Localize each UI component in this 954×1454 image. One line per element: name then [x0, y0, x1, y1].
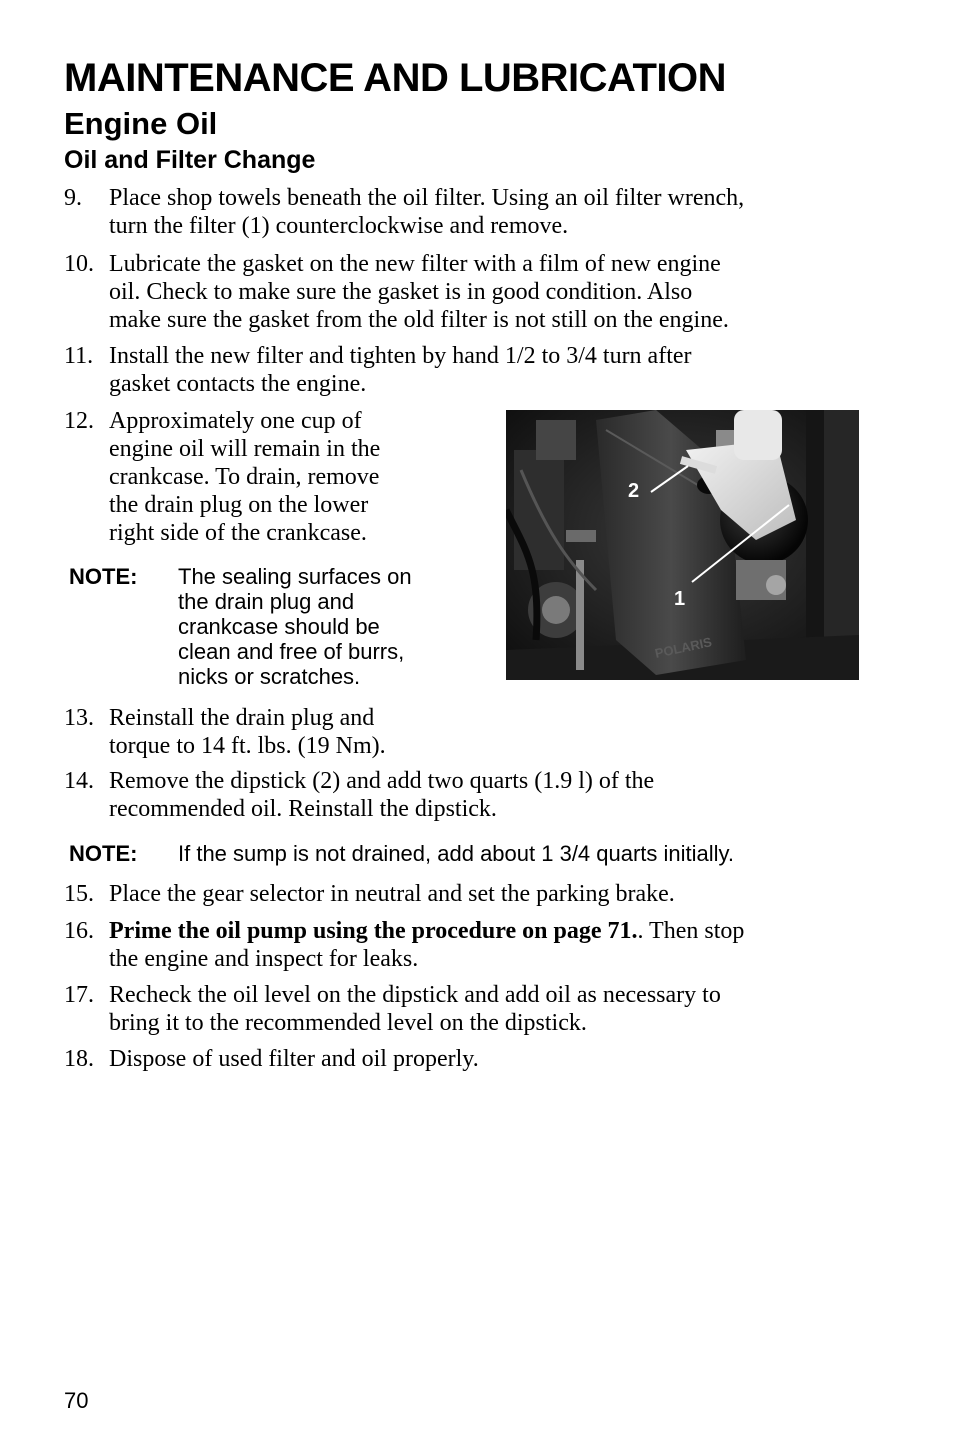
subsection-title: Oil and Filter Change: [64, 146, 316, 174]
note-text-line: The sealing surfaces on: [178, 564, 412, 589]
step-text-line: oil. Check to make sure the gasket is in good condition. Also: [109, 279, 693, 305]
step-text-line: Install the new filter and tighten by hand 1/2 to 3/4 turn after: [109, 343, 692, 369]
step-text-line: Place the gear selector in neutral and set the parking brake.: [109, 881, 675, 907]
page-number: 70: [64, 1388, 89, 1413]
step-text-line: Recheck the oil level on the dipstick and add oil as necessary to: [109, 982, 721, 1008]
step-text-line: Reinstall the drain plug and: [109, 705, 375, 731]
step-text-line: turn the filter (1) counterclockwise and remove.: [109, 213, 569, 239]
callout-1-label: 1: [674, 588, 686, 610]
step-text-line: Dispose of used filter and oil properly.: [109, 1046, 479, 1072]
note-text-line: clean and free of burrs,: [178, 639, 405, 664]
step-number: 12.: [64, 408, 94, 434]
step-text-line: [109, 917, 744, 945]
note-label: NOTE:: [69, 564, 138, 589]
engine-oil-filter-photo: [506, 410, 859, 680]
note-text-line: crankcase should be: [178, 614, 380, 639]
step-text-line: make sure the gasket from the old filter is not still on the engine.: [109, 307, 729, 333]
step-number: 18.: [64, 1046, 94, 1072]
step-text-line: recommended oil. Reinstall the dipstick.: [109, 796, 497, 822]
step-text-line: Place shop towels beneath the oil filter. Using an oil filter wrench,: [109, 185, 745, 211]
step-text-line: engine oil will remain in the: [109, 436, 381, 462]
step-text-line: bring it to the recommended level on the dipstick.: [109, 1010, 587, 1036]
callout-2-label: 2: [628, 480, 640, 502]
step-number: 10.: [64, 251, 94, 277]
step-text-line: the engine and inspect for leaks.: [109, 946, 419, 972]
note-text-line: If the sump is not drained, add about 1 3/4 quarts initially.: [178, 841, 735, 866]
note-label: NOTE:: [69, 841, 138, 866]
step-text-line: the drain plug on the lower: [109, 492, 369, 518]
step-text-line: gasket contacts the engine.: [109, 371, 367, 397]
step-text-line: Remove the dipstick (2) and add two quarts (1.9 l) of the: [109, 768, 655, 794]
step-text-after: . Then stop: [637, 918, 745, 944]
brand-emboss: POLARIS: [653, 634, 714, 661]
step-number: 9.: [64, 185, 82, 211]
step-text-line: torque to 14 ft. lbs. (19 Nm).: [109, 733, 386, 759]
step-bold-text: Prime the oil pump using the procedure on page 71.: [109, 918, 638, 944]
note-text-line: the drain plug and: [178, 589, 355, 614]
section-title: Engine Oil: [64, 106, 218, 141]
step-number: 15.: [64, 881, 94, 907]
step-text-line: Lubricate the gasket on the new filter with a film of new engine: [109, 251, 721, 277]
step-number: 17.: [64, 982, 94, 1008]
note-text-line: nicks or scratches.: [178, 664, 361, 689]
page-title: MAINTENANCE AND LUBRICATION: [64, 56, 727, 100]
step-number: 16.: [64, 918, 94, 944]
step-text-line: crankcase. To drain, remove: [109, 464, 380, 490]
step-number: 11.: [64, 343, 94, 369]
step-number: 13.: [64, 705, 94, 731]
step-text-line: Approximately one cup of: [109, 408, 362, 434]
step-number: 14.: [64, 768, 94, 794]
step-text-line: right side of the crankcase.: [109, 520, 367, 546]
